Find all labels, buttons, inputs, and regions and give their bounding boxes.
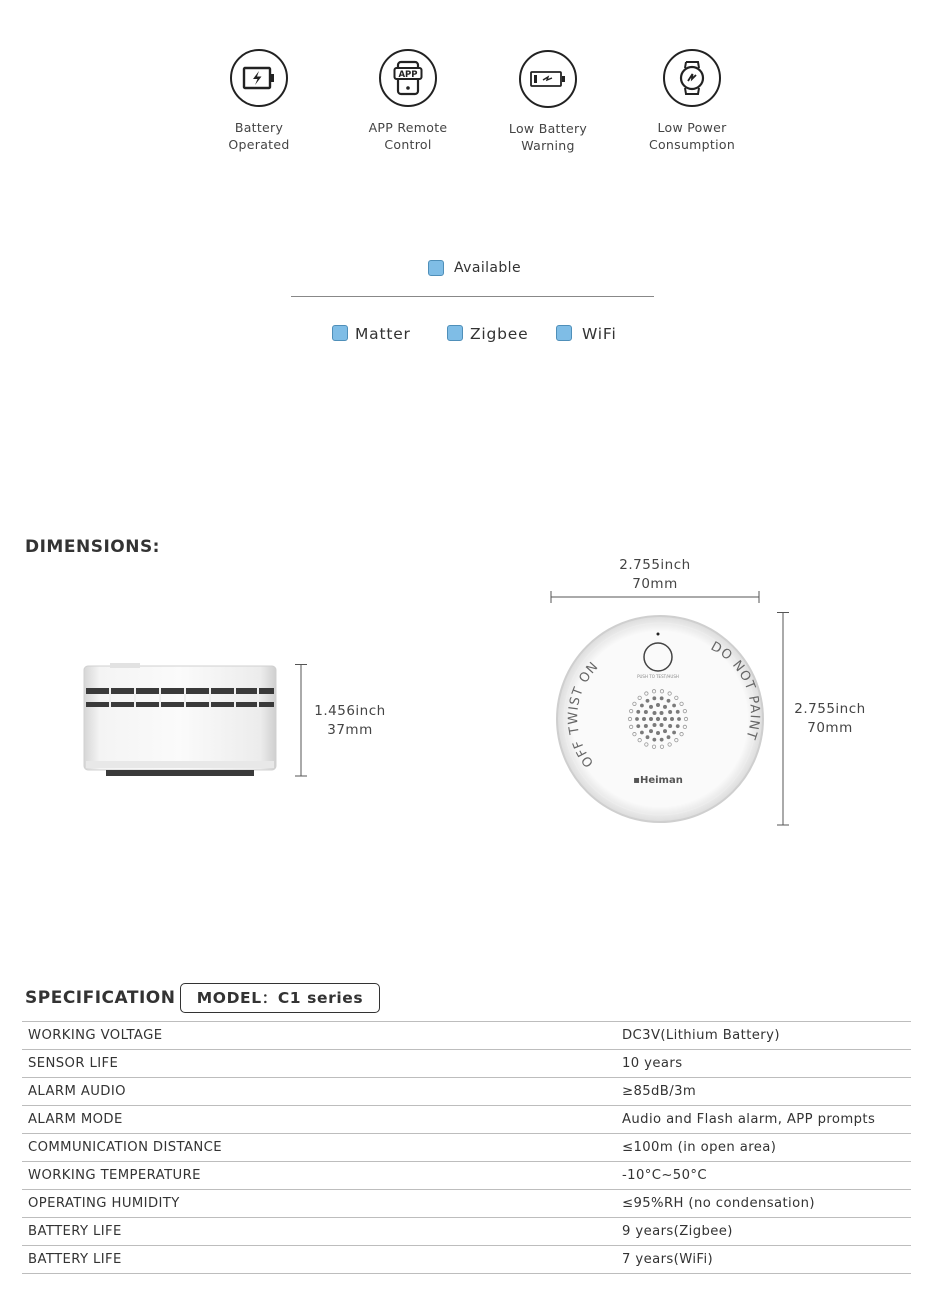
table-row <box>22 1246 911 1274</box>
table-row <box>22 1134 911 1162</box>
svg-text:PUSH TO TEST/HUSH: PUSH TO TEST/HUSH <box>637 674 679 679</box>
table-row <box>22 1022 911 1050</box>
feature-low-battery-warning <box>488 50 608 154</box>
specification-title: SPECIFICATION <box>25 988 176 1008</box>
spec-name: BATTERY LIFE <box>22 1246 622 1274</box>
spec-name: BATTERY LIFE <box>22 1218 622 1246</box>
table-row <box>22 1162 911 1190</box>
low-battery-icon <box>519 50 577 108</box>
width-dimension-line <box>550 590 762 604</box>
spec-table <box>22 1021 911 1274</box>
feature-label: Low Power Consumption <box>648 120 736 152</box>
protocol-label: Matter <box>355 325 411 343</box>
table-row <box>22 1190 911 1218</box>
feature-label: APP Remote Control <box>368 120 448 152</box>
spec-value: ≤95%RH (no condensation) <box>622 1190 911 1218</box>
diameter-label: 2.755inch 70mm <box>794 701 866 736</box>
table-row <box>22 1218 911 1246</box>
spec-name: ALARM MODE <box>22 1106 622 1134</box>
table-row <box>22 1050 911 1078</box>
spec-name: COMMUNICATION DISTANCE <box>22 1134 622 1162</box>
protocol-matter <box>332 325 411 343</box>
svg-text:▪Heiman: ▪Heiman <box>633 775 683 786</box>
feature-label: Low Battery Warning <box>508 121 588 153</box>
device-top-view <box>554 613 766 825</box>
feature-app-remote-control <box>348 49 468 153</box>
availability-legend <box>428 260 521 276</box>
battery-icon <box>230 49 288 107</box>
spec-name: WORKING VOLTAGE <box>22 1022 622 1050</box>
table-row <box>22 1078 911 1106</box>
table-row <box>22 1106 911 1134</box>
feature-battery-operated <box>199 49 319 153</box>
spec-value: -10°C~50°C <box>622 1162 911 1190</box>
protocol-label: Zigbee <box>470 325 529 343</box>
app-phone-icon <box>379 49 437 107</box>
spec-name: ALARM AUDIO <box>22 1078 622 1106</box>
spec-value: 7 years(WiFi) <box>622 1246 911 1274</box>
feature-low-power-consumption <box>632 49 752 153</box>
width-label: 2.755inch 70mm <box>619 557 691 592</box>
spec-value: ≥85dB/3m <box>622 1078 911 1106</box>
protocol-zigbee <box>447 325 528 343</box>
legend-label: Available <box>454 260 521 276</box>
available-swatch <box>428 260 444 276</box>
spec-value: 10 years <box>622 1050 911 1078</box>
height-label: 1.456inch 37mm <box>314 703 386 738</box>
protocol-label: WiFi <box>582 325 617 343</box>
spec-value: Audio and Flash alarm, APP prompts <box>622 1106 911 1134</box>
twist-text: OFF TWIST ON <box>566 659 602 770</box>
diameter-dimension-line <box>776 612 790 828</box>
spec-value: ≤100m (in open area) <box>622 1134 911 1162</box>
donotpaint-text: DO NOT PAINT <box>708 639 762 742</box>
height-dimension-line <box>294 664 308 778</box>
spec-name: WORKING TEMPERATURE <box>22 1162 622 1190</box>
spec-name: OPERATING HUMIDITY <box>22 1190 622 1218</box>
feature-label: Battery Operated <box>228 120 290 152</box>
spec-name: SENSOR LIFE <box>22 1050 622 1078</box>
model-badge: MODEL：C1 series <box>180 983 380 1013</box>
wifi-swatch <box>556 325 572 341</box>
dimensions-title: DIMENSIONS: <box>25 537 160 557</box>
device-side-view <box>80 658 280 780</box>
spec-value: DC3V(Lithium Battery) <box>622 1022 911 1050</box>
spec-value: 9 years(Zigbee) <box>622 1218 911 1246</box>
matter-swatch <box>332 325 348 341</box>
low-power-watch-icon <box>663 49 721 107</box>
divider <box>291 296 654 297</box>
svg-text:APP: APP <box>398 70 418 80</box>
zigbee-swatch <box>447 325 463 341</box>
protocol-wifi <box>556 325 617 343</box>
